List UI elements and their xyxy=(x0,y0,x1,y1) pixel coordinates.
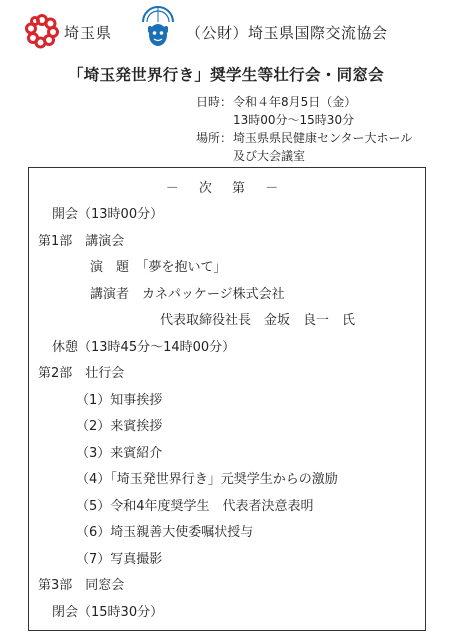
program-item: 休憩（13時45分～14時00分） xyxy=(52,340,236,355)
program-item: （3）来賓紹介 xyxy=(76,446,163,461)
program-heading: － 次 第 － xyxy=(165,181,287,196)
program-item: 閉会（15時30分） xyxy=(52,605,164,620)
program-item: 演 題 「夢を抱いて」 xyxy=(90,260,227,275)
program-item: （6）埼玉親善大使委嘱状授与 xyxy=(76,525,254,540)
program-item: （2）来賓挨拶 xyxy=(76,419,163,434)
program-item: （7）写真撮影 xyxy=(76,552,163,567)
event-time: 13時00分～15時30分 xyxy=(233,113,355,127)
program-item: 第1部 講演会 xyxy=(38,234,125,249)
program-item: （5）令和4年度奨学生 代表者決意表明 xyxy=(76,499,314,514)
program-item: 代表取締役社長 金坂 良一 氏 xyxy=(160,313,356,328)
saitama-prefecture-logo xyxy=(24,13,60,49)
event-venue-room: 及び大会議室 xyxy=(233,149,306,163)
program-item: 開会（13時00分） xyxy=(52,207,164,222)
program-item: （4）「埼玉発世界行き」元奨学生からの激励 xyxy=(76,472,338,487)
program-item: 講演者 カネパッケージ株式会社 xyxy=(90,287,285,302)
association-name: （公財）埼玉県国際交流協会 xyxy=(186,24,388,42)
event-date: 令和４年8月5日（金） xyxy=(233,95,357,109)
event-venue: 埼玉県県民健康センター大ホール xyxy=(233,131,413,145)
place-label: 場所： xyxy=(196,131,233,145)
prefecture-name: 埼玉県 xyxy=(64,24,113,42)
program-item: 第3部 同窓会 xyxy=(38,578,125,593)
program-item: 第2部 壮行会 xyxy=(38,366,125,381)
date-label: 日時： xyxy=(196,95,233,109)
document-title: 「埼玉発世界行き」奨学生等壮行会・同窓会 xyxy=(67,66,384,84)
association-logo xyxy=(140,6,176,50)
program-item: （1）知事挨拶 xyxy=(76,393,163,408)
